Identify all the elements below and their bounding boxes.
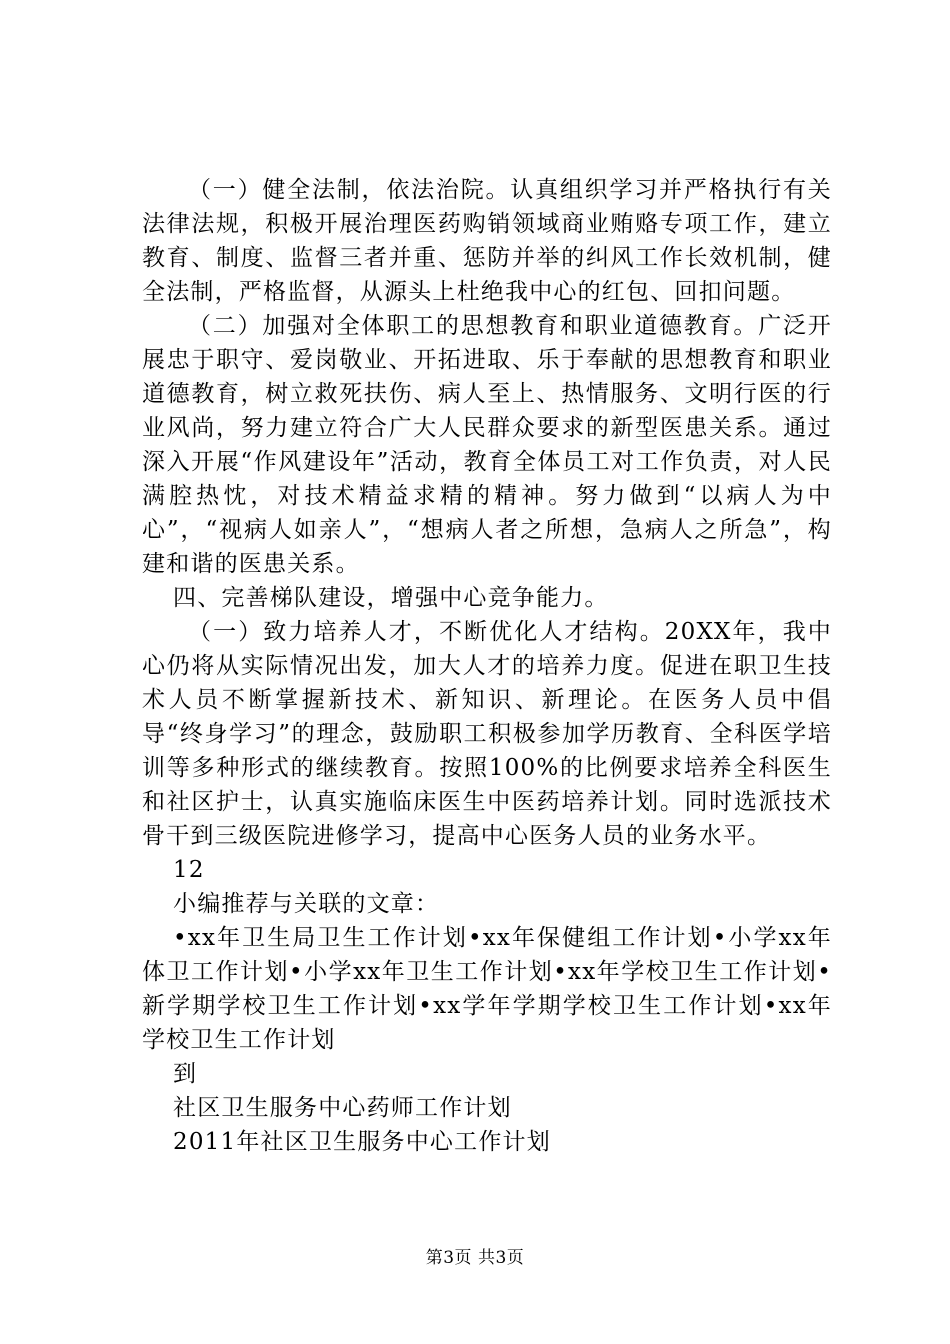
to-label: 到 bbox=[173, 1061, 198, 1087]
paragraph-legal-system: （一）健全法制，依法治院。认真组织学习并严格执行有关法律法规，积极开展治理医药购销领域商业贿赂专项工作，建立教育、制度、监督三者并重、惩防并举的纠风工作长效机制，健全法制，严格监督，从源头上杜绝我中心的红包、回扣问题。 bbox=[142, 177, 832, 305]
page-footer: 第3页 共3页 bbox=[425, 1248, 525, 1268]
paragraph-ethics-education: （二）加强对全体职工的思想教育和职业道德教育。广泛开展忠于职守、爱岗敬业、开拓进取、乐于奉献的思想教育和职业道德教育，树立救死扶伤、病人至上、热情服务、文明行医的行业风尚，努力建立符合广大人民群众要求的新型医患关系。通过深入开展“作风建设年”活动，教育全体员工对工作负责，对人民满腔热忱，对技术精益求精的精神。努力做到“以病人为中心”，“视病人如亲人”，“想病人者之所想，急病人之所急”，构建和谐的医患关系。 bbox=[142, 313, 832, 577]
paragraph-talent-training: （一）致力培养人才，不断优化人才结构。20XX年，我中心仍将从实际情况出发，加大人才的培养力度。促进在职卫生技术人员不断掌握新技术、新知识、新理论。在医务人员中倡导“终身学习”的理念，鼓励职工积极参加学历教育、全科医学培训等多种形式的继续教育。按照100%的比例要求培养全科医生和社区护士，认真实施临床医生中医药培养计划。同时选派技术骨干到三级医院进修学习，提高中心医务人员的业务水平。 bbox=[142, 619, 832, 849]
page-marker: 12 bbox=[173, 857, 205, 883]
recommend-heading: 小编推荐与关联的文章： bbox=[173, 891, 440, 917]
related-article-link-2[interactable]: 2011年社区卫生服务中心工作计划 bbox=[173, 1129, 551, 1155]
section-heading-talent: 四、完善梯队建设，增强中心竞争能力。 bbox=[173, 585, 609, 611]
related-article-link-1[interactable]: 社区卫生服务中心药师工作计划 bbox=[173, 1095, 512, 1121]
recommend-links[interactable]: •xx年卫生局卫生工作计划•xx年保健组工作计划•小学xx年体卫工作计划•小学xx年卫生工作计划•xx年学校卫生工作计划•新学期学校卫生工作计划•xx学年学期学校卫生工作计划•xx年学校卫生工作计划 bbox=[142, 925, 832, 1053]
document-body bbox=[142, 173, 832, 1159]
